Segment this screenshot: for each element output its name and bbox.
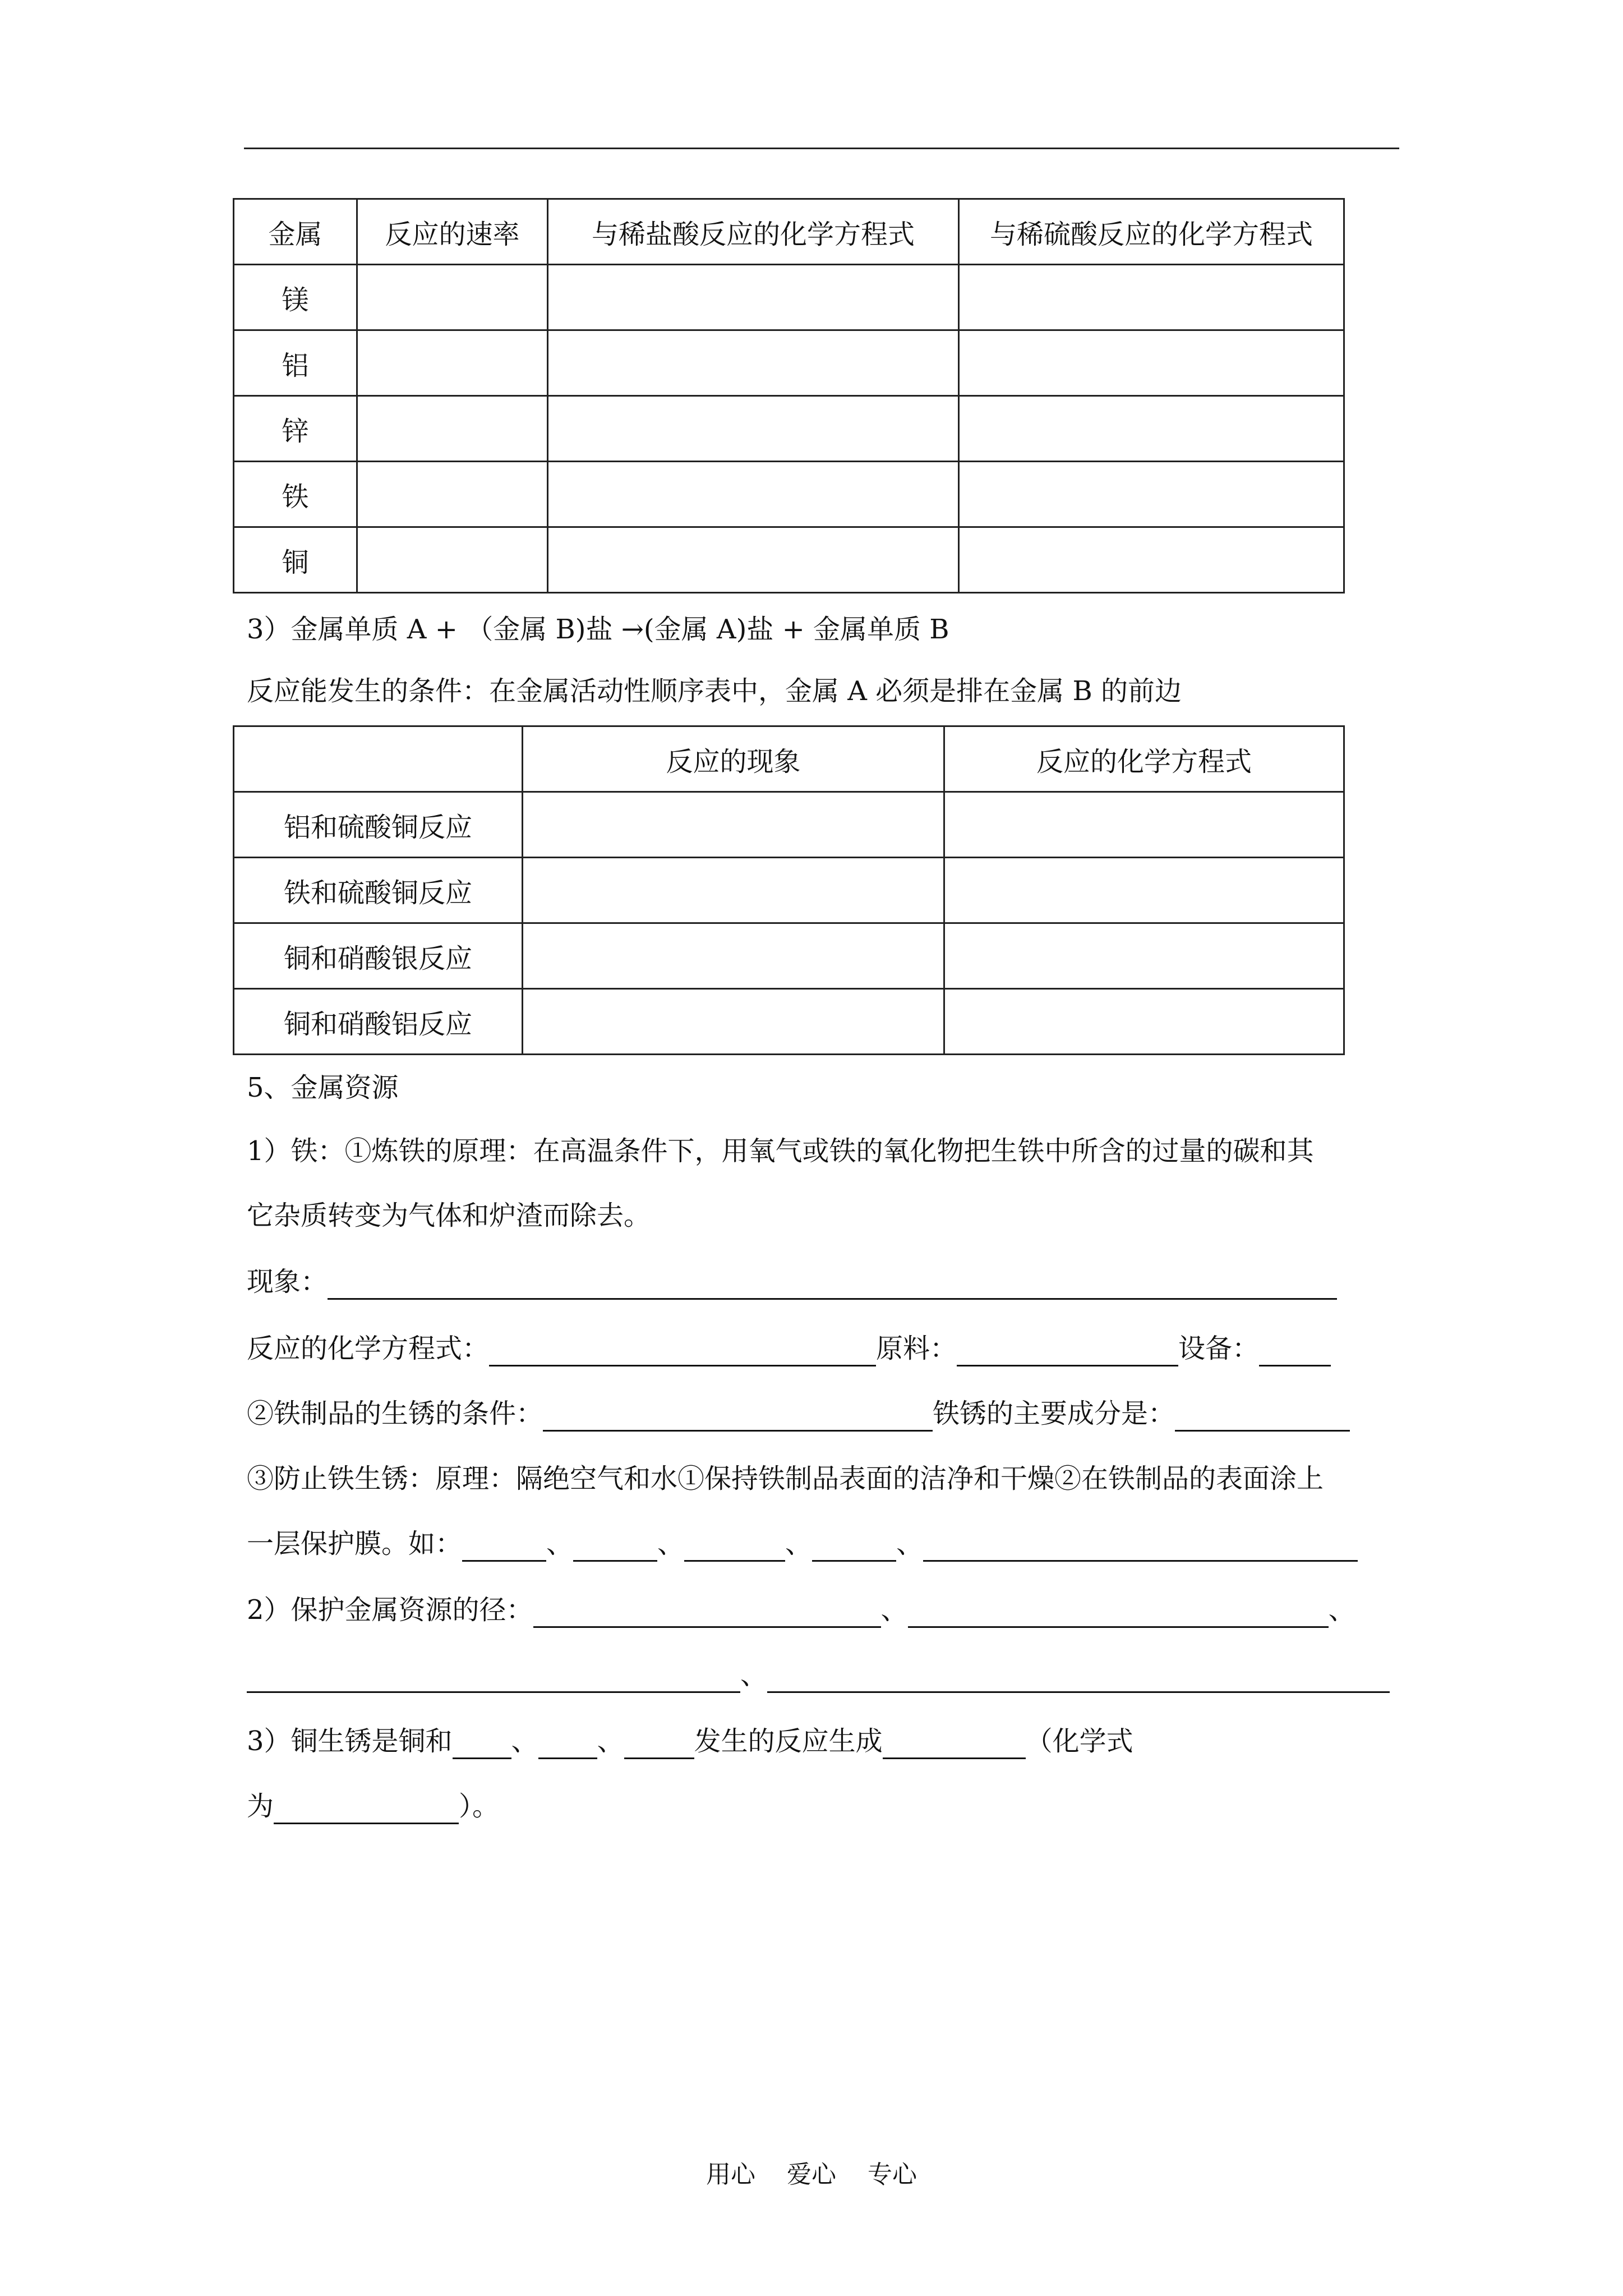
copper-produce-label: 发生的反应生成 [694, 1726, 883, 1757]
table-row [234, 923, 1344, 989]
answer-cell[interactable] [357, 396, 548, 462]
column-header: 反应的现象 [523, 726, 944, 792]
table-row [234, 527, 1344, 593]
separator: 、 [1328, 1594, 1355, 1626]
rust-component-label: 铁锈的主要成分是： [933, 1398, 1175, 1429]
separator: 、 [657, 1528, 685, 1559]
table-row [234, 989, 1344, 1055]
separator: 、 [511, 1726, 538, 1757]
prevent-blank-4[interactable] [812, 1532, 896, 1562]
protect-line1 [247, 1592, 1355, 1628]
copper-line1 [247, 1723, 1133, 1759]
column-header: 金属 [234, 199, 357, 265]
separator: 、 [896, 1528, 924, 1559]
prevent-line1: ③防止铁生锈：原理：隔绝空气和水①保持铁制品表面的洁净和干燥②在铁制品的表面涂上 [247, 1463, 1324, 1494]
rust-component-blank[interactable] [1175, 1402, 1350, 1432]
answer-cell[interactable] [944, 923, 1344, 989]
copper-formula-blank[interactable] [274, 1795, 459, 1824]
table-row [234, 792, 1344, 858]
copper-blank-1[interactable] [453, 1729, 511, 1759]
column-header: 与稀硫酸反应的化学方程式 [959, 199, 1344, 265]
answer-cell[interactable] [548, 330, 959, 396]
iron-principle-line2: 它杂质转变为气体和炉渣而除去。 [247, 1200, 651, 1231]
prevent-line2 [247, 1526, 1358, 1562]
equation-blank[interactable] [489, 1337, 876, 1366]
protect-blank-3[interactable] [247, 1663, 740, 1693]
answer-cell[interactable] [944, 792, 1344, 858]
answer-cell[interactable] [523, 989, 944, 1055]
rust-line [247, 1396, 1350, 1432]
separator: 、 [740, 1659, 768, 1691]
header-rule [244, 148, 1399, 149]
row-label: 铝 [234, 330, 357, 396]
table-row [234, 396, 1344, 462]
table-row [234, 462, 1344, 527]
row-label: 铜和硝酸铝反应 [234, 989, 523, 1055]
protect-line2 [247, 1657, 1390, 1693]
answer-cell[interactable] [357, 265, 548, 330]
equation-label: 反应的化学方程式： [247, 1333, 490, 1364]
separator: 、 [546, 1528, 574, 1559]
section5-title: 5、金属资源 [247, 1072, 399, 1103]
row-label: 铁和硫酸铜反应 [234, 858, 523, 923]
answer-cell[interactable] [959, 527, 1344, 593]
prevent-blank-3[interactable] [684, 1532, 785, 1562]
displacement-table [233, 725, 1345, 1055]
answer-cell[interactable] [357, 527, 548, 593]
table-header-row [234, 726, 1344, 792]
page-footer [0, 2154, 1623, 2190]
copper-formula-label: （化学式 [1025, 1726, 1133, 1757]
column-header [234, 726, 523, 792]
protect-label: 2）保护金属资源的径： [247, 1594, 533, 1626]
table-row [234, 265, 1344, 330]
row-label: 锌 [234, 396, 357, 462]
separator: 、 [880, 1594, 908, 1626]
separator: 、 [785, 1528, 813, 1559]
rust-condition-blank[interactable] [543, 1402, 933, 1432]
prevent-blank-5[interactable] [923, 1532, 1358, 1562]
footer-text: 专心 [868, 2160, 917, 2189]
row-label: 铜和硝酸银反应 [234, 923, 523, 989]
equipment-label: 设备： [1178, 1333, 1260, 1364]
copper-line2 [247, 1788, 499, 1824]
copper-blank-2[interactable] [538, 1729, 597, 1759]
table-row [234, 330, 1344, 396]
row-label: 铁 [234, 462, 357, 527]
prevent-blank-1[interactable] [462, 1532, 546, 1562]
answer-cell[interactable] [944, 989, 1344, 1055]
table-row [234, 858, 1344, 923]
column-header: 反应的化学方程式 [944, 726, 1344, 792]
answer-cell[interactable] [959, 462, 1344, 527]
copper-formula-suffix: ）。 [459, 1791, 500, 1822]
phenomenon-line [247, 1264, 1337, 1300]
answer-cell[interactable] [944, 858, 1344, 923]
protect-blank-1[interactable] [533, 1598, 881, 1628]
section3-equation: 3）金属单质 A + （金属 B)盐 →(金属 A)盐 + 金属单质 B [247, 614, 949, 645]
phenomenon-label: 现象： [247, 1266, 328, 1297]
answer-cell[interactable] [523, 792, 944, 858]
footer-text: 爱心 [787, 2160, 836, 2189]
answer-cell[interactable] [959, 396, 1344, 462]
column-header: 反应的速率 [357, 199, 548, 265]
prevent-label: 一层保护膜。如： [247, 1528, 463, 1559]
answer-cell[interactable] [548, 462, 959, 527]
prevent-blank-2[interactable] [573, 1532, 657, 1562]
rust-condition-label: ②铁制品的生锈的条件： [247, 1398, 543, 1429]
metal-acid-table [233, 198, 1345, 593]
copper-label: 3）铜生锈是铜和 [247, 1726, 453, 1757]
material-blank[interactable] [957, 1337, 1178, 1366]
iron-principle-line1: 1）铁：①炼铁的原理：在高温条件下，用氧气或铁的氧化物把生铁中所含的过量的碳和其 [247, 1135, 1314, 1167]
answer-cell[interactable] [357, 330, 548, 396]
table-header-row [234, 199, 1344, 265]
phenomenon-blank[interactable] [328, 1270, 1337, 1300]
answer-cell[interactable] [357, 462, 548, 527]
material-label: 原料： [876, 1333, 957, 1364]
protect-blank-2[interactable] [908, 1598, 1329, 1628]
footer-text: 用心 [706, 2160, 755, 2189]
answer-cell[interactable] [959, 330, 1344, 396]
row-label: 铜 [234, 527, 357, 593]
answer-cell[interactable] [548, 265, 959, 330]
answer-cell[interactable] [548, 396, 959, 462]
answer-cell[interactable] [523, 923, 944, 989]
equipment-blank[interactable] [1259, 1337, 1331, 1366]
row-label: 铝和硫酸铜反应 [234, 792, 523, 858]
copper-product-blank[interactable] [883, 1729, 1026, 1759]
row-label: 镁 [234, 265, 357, 330]
column-header: 与稀盐酸反应的化学方程式 [548, 199, 959, 265]
answer-cell[interactable] [959, 265, 1344, 330]
equation-line [247, 1331, 1331, 1366]
copper-formula-prefix: 为 [247, 1791, 274, 1822]
copper-blank-3[interactable] [624, 1729, 694, 1759]
answer-cell[interactable] [548, 527, 959, 593]
protect-blank-4[interactable] [767, 1663, 1390, 1693]
answer-cell[interactable] [523, 858, 944, 923]
separator: 、 [597, 1726, 624, 1757]
section3-condition: 反应能发生的条件：在金属活动性顺序表中，金属 A 必须是排在金属 B 的前边 [247, 675, 1182, 707]
